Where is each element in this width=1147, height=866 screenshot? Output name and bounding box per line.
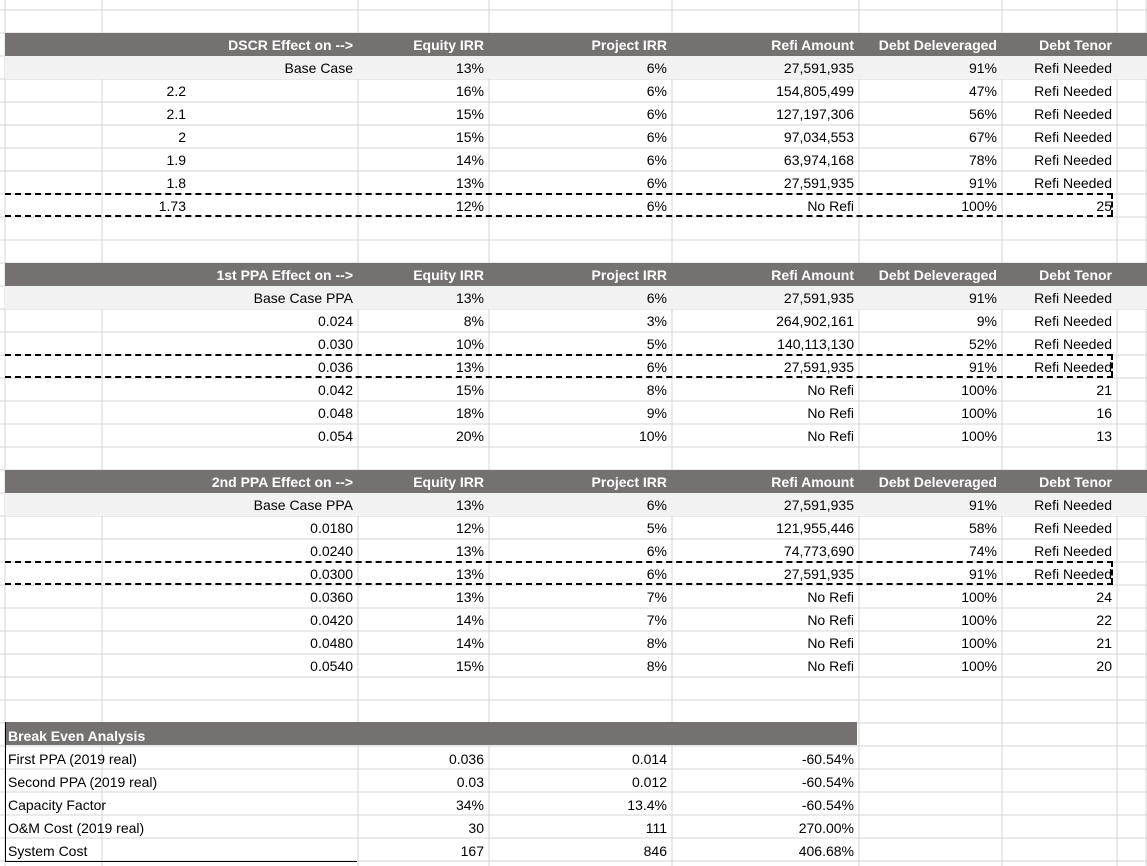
table-cell[interactable]: 14% <box>455 612 484 628</box>
table-cell[interactable]: 0.0300 <box>310 566 353 582</box>
table-row <box>5 332 1147 355</box>
table-cell[interactable]: 13 <box>1096 428 1112 444</box>
table-cell[interactable]: 100% <box>961 612 997 628</box>
table-cell[interactable]: 27,591,935 <box>783 175 854 191</box>
table-cell[interactable]: Refi Needed <box>1034 543 1112 559</box>
table-cell[interactable]: No Refi <box>807 382 854 398</box>
table-cell[interactable]: First PPA (2019 real) <box>8 751 137 767</box>
table-cell[interactable]: 91% <box>968 359 997 375</box>
ppa1-header-project-irr[interactable]: Project IRR <box>591 267 667 283</box>
selection-border-top <box>5 193 1113 195</box>
ppa2-header-debt-deleveraged[interactable]: Debt Deleveraged <box>878 474 997 490</box>
table-cell[interactable]: 100% <box>961 589 997 605</box>
table-cell[interactable]: 97,034,553 <box>783 129 854 145</box>
table-row <box>5 309 1147 332</box>
table-cell[interactable]: 406.68% <box>798 843 854 859</box>
table-cell[interactable]: 74,773,690 <box>783 543 854 559</box>
table-row <box>5 839 1147 862</box>
table-cell[interactable]: 13% <box>455 566 484 582</box>
table-cell[interactable]: 6% <box>646 152 667 168</box>
table-cell[interactable]: 154,805,499 <box>776 83 854 99</box>
table-cell[interactable]: 21 <box>1096 382 1112 398</box>
table-cell[interactable]: 58% <box>968 520 997 536</box>
table-cell[interactable]: Refi Needed <box>1034 129 1112 145</box>
table-cell[interactable]: 6% <box>646 497 667 513</box>
selection-border-top <box>5 561 1113 563</box>
dscr-header-debt-deleveraged[interactable]: Debt Deleveraged <box>878 37 997 53</box>
table-cell[interactable]: 6% <box>646 175 667 191</box>
table-cell[interactable]: 24 <box>1096 589 1112 605</box>
breakeven-title-row <box>5 724 1147 747</box>
table-cell[interactable]: 167 <box>460 843 484 859</box>
ppa2-header-debt-tenor[interactable]: Debt Tenor <box>1039 474 1112 490</box>
table-cell[interactable]: O&M Cost (2019 real) <box>8 820 145 836</box>
table-cell[interactable]: 121,955,446 <box>776 520 854 536</box>
table-cell[interactable]: 91% <box>968 497 997 513</box>
table-cell[interactable]: Refi Needed <box>1034 497 1112 513</box>
table-cell[interactable]: 20% <box>455 428 484 444</box>
table-row <box>5 171 1147 194</box>
table-row <box>5 816 1147 839</box>
table-cell[interactable]: 13% <box>455 589 484 605</box>
breakeven-title[interactable]: Break Even Analysis <box>8 728 146 744</box>
table-cell[interactable]: 5% <box>646 336 667 352</box>
table-cell[interactable]: Refi Needed <box>1034 520 1112 536</box>
table-cell[interactable]: 18% <box>455 405 484 421</box>
dscr-header-refi-amount[interactable]: Refi Amount <box>771 37 854 53</box>
table-cell[interactable]: 74% <box>968 543 997 559</box>
table-cell[interactable]: 846 <box>643 843 667 859</box>
table-row <box>5 493 1147 516</box>
table-cell[interactable]: Second PPA (2019 real) <box>8 774 158 790</box>
table-cell[interactable]: 140,113,130 <box>777 336 854 352</box>
table-cell[interactable]: 6% <box>646 566 667 582</box>
table-cell[interactable]: 8% <box>646 658 667 674</box>
table-row <box>5 770 1147 793</box>
table-row <box>5 378 1147 401</box>
table-cell[interactable]: 13% <box>455 543 484 559</box>
table-row <box>5 355 1147 378</box>
table-cell[interactable]: 78% <box>968 152 997 168</box>
table-row <box>5 654 1147 677</box>
table-cell[interactable]: Refi Needed <box>1034 566 1112 582</box>
table-row <box>5 539 1147 562</box>
dscr-header-project-irr[interactable]: Project IRR <box>591 37 667 53</box>
table-cell[interactable]: No Refi <box>807 405 854 421</box>
table-cell[interactable]: Refi Needed <box>1034 336 1112 352</box>
table-cell[interactable]: 0.0540 <box>310 658 353 674</box>
table-cell[interactable]: 1.9 <box>166 152 186 168</box>
table-cell[interactable]: 13% <box>455 60 484 76</box>
dscr-header-equity-irr[interactable]: Equity IRR <box>413 37 484 53</box>
ppa2-header-label[interactable]: 2nd PPA Effect on --> <box>211 474 353 490</box>
table-cell[interactable]: -60.54% <box>801 774 854 790</box>
table-row <box>5 585 1147 608</box>
table-cell[interactable]: 16% <box>455 83 484 99</box>
table-cell[interactable]: Refi Needed <box>1034 83 1112 99</box>
table-cell[interactable]: 13.4% <box>627 797 667 813</box>
ppa1-header-label[interactable]: 1st PPA Effect on --> <box>216 267 353 283</box>
table-cell[interactable]: 8% <box>646 382 667 398</box>
table-cell[interactable]: 0.0480 <box>310 635 353 651</box>
table-cell[interactable]: 13% <box>455 175 484 191</box>
selection-border-right <box>1111 354 1113 377</box>
table-cell[interactable]: 16 <box>1096 405 1112 421</box>
ppa1-header-debt-deleveraged[interactable]: Debt Deleveraged <box>878 267 997 283</box>
table-row <box>5 286 1147 309</box>
ppa2-header-refi-amount[interactable]: Refi Amount <box>771 474 854 490</box>
table-row <box>5 148 1147 171</box>
table-cell[interactable]: 2.1 <box>166 106 186 122</box>
dscr-header-label[interactable]: DSCR Effect on --> <box>228 37 353 53</box>
table-row <box>5 102 1147 125</box>
ppa1-header-refi-amount[interactable]: Refi Amount <box>771 267 854 283</box>
table-cell[interactable]: 100% <box>961 405 997 421</box>
selection-border-bottom <box>5 376 1113 378</box>
table-cell[interactable]: 6% <box>646 129 667 145</box>
table-cell[interactable]: 8% <box>646 635 667 651</box>
table-row <box>5 747 1147 770</box>
table-cell[interactable]: 15% <box>455 658 484 674</box>
table-cell[interactable]: 7% <box>646 612 667 628</box>
table-cell[interactable]: 14% <box>455 635 484 651</box>
table-row <box>5 401 1147 424</box>
table-cell[interactable]: 2 <box>178 129 186 145</box>
table-cell[interactable]: 6% <box>646 83 667 99</box>
selection-border-right <box>1111 193 1113 216</box>
table-cell[interactable]: Refi Needed <box>1034 152 1112 168</box>
table-cell[interactable]: 100% <box>961 198 997 214</box>
table-cell[interactable]: 63,974,168 <box>783 152 854 168</box>
table-cell[interactable]: 0.048 <box>317 405 353 421</box>
table-cell[interactable]: 100% <box>961 635 997 651</box>
table-cell[interactable]: 0.0360 <box>310 589 353 605</box>
table-row <box>5 562 1147 585</box>
table-cell[interactable]: 100% <box>961 658 997 674</box>
table-cell[interactable]: 0.0420 <box>310 612 353 628</box>
table-cell[interactable]: 7% <box>646 589 667 605</box>
table-cell[interactable]: 14% <box>455 152 484 168</box>
table-cell[interactable]: 6% <box>646 290 667 306</box>
table-cell[interactable]: 91% <box>968 60 997 76</box>
table-cell[interactable]: 0.014 <box>631 751 667 767</box>
table-cell[interactable]: 22 <box>1096 612 1112 628</box>
table-cell[interactable]: 9% <box>976 313 997 329</box>
table-row <box>5 56 1147 79</box>
table-cell[interactable]: 27,591,935 <box>783 290 854 306</box>
dscr-header-debt-tenor[interactable]: Debt Tenor <box>1039 37 1112 53</box>
selection-border-bottom <box>5 583 1113 585</box>
table-cell[interactable]: 20 <box>1096 658 1112 674</box>
table-cell[interactable]: 13% <box>455 497 484 513</box>
table-cell[interactable]: 52% <box>968 336 997 352</box>
table-cell[interactable]: 0.042 <box>317 382 353 398</box>
table-cell[interactable]: 12% <box>455 198 484 214</box>
table-row <box>5 194 1147 217</box>
table-cell[interactable]: 56% <box>968 106 997 122</box>
table-cell[interactable]: 27,591,935 <box>783 359 854 375</box>
breakeven-left-border <box>5 722 6 862</box>
table-cell[interactable]: 0.012 <box>631 774 667 790</box>
table-cell[interactable]: Refi Needed <box>1034 359 1112 375</box>
ppa2-header-equity-irr[interactable]: Equity IRR <box>413 474 484 490</box>
table-cell[interactable]: -60.54% <box>801 751 854 767</box>
ppa2-header-row <box>5 470 1147 493</box>
table-cell[interactable]: 6% <box>646 198 667 214</box>
table-cell[interactable]: 91% <box>968 290 997 306</box>
table-cell[interactable]: 127,197,306 <box>776 106 854 122</box>
ppa2-header-project-irr[interactable]: Project IRR <box>591 474 667 490</box>
table-cell[interactable]: 0.036 <box>448 751 484 767</box>
table-cell[interactable]: 13% <box>455 359 484 375</box>
table-cell[interactable]: -60.54% <box>801 797 854 813</box>
table-cell[interactable]: 0.0240 <box>310 543 353 559</box>
table-cell[interactable]: 100% <box>961 382 997 398</box>
table-cell[interactable]: 13% <box>455 290 484 306</box>
table-cell[interactable]: No Refi <box>807 198 854 214</box>
table-cell[interactable]: Base Case <box>284 60 353 76</box>
table-cell[interactable]: No Refi <box>807 428 854 444</box>
table-cell[interactable]: No Refi <box>807 658 854 674</box>
table-cell[interactable]: Refi Needed <box>1034 290 1112 306</box>
table-cell[interactable]: 3% <box>646 313 667 329</box>
table-cell[interactable]: 25 <box>1096 198 1112 214</box>
table-cell[interactable]: 15% <box>455 382 484 398</box>
table-cell[interactable]: 0.054 <box>317 428 353 444</box>
table-cell[interactable]: 270.00% <box>798 820 854 836</box>
table-cell[interactable]: 47% <box>968 83 997 99</box>
selection-border-top <box>5 354 1113 356</box>
table-cell[interactable]: 6% <box>646 543 667 559</box>
table-cell[interactable]: 15% <box>455 129 484 145</box>
table-cell[interactable]: 12% <box>455 520 484 536</box>
table-cell[interactable]: No Refi <box>807 635 854 651</box>
table-cell[interactable]: Base Case PPA <box>253 497 353 513</box>
table-cell[interactable]: Refi Needed <box>1034 175 1112 191</box>
table-cell[interactable]: Refi Needed <box>1034 60 1112 76</box>
table-cell[interactable]: No Refi <box>807 612 854 628</box>
table-row <box>5 79 1147 102</box>
table-cell[interactable]: No Refi <box>807 589 854 605</box>
table-cell[interactable]: 34% <box>455 797 484 813</box>
table-row <box>5 631 1147 654</box>
table-row <box>5 793 1147 816</box>
table-cell[interactable]: Base Case PPA <box>253 290 353 306</box>
table-row <box>5 424 1147 447</box>
table-cell[interactable]: 6% <box>646 359 667 375</box>
table-cell[interactable]: 15% <box>455 106 484 122</box>
table-row <box>5 516 1147 539</box>
breakeven-bottom-border <box>5 861 357 862</box>
table-cell[interactable]: 1.8 <box>166 175 186 191</box>
dscr-header-row <box>5 33 1147 56</box>
table-cell[interactable]: 0.03 <box>456 774 484 790</box>
table-cell[interactable]: 27,591,935 <box>783 60 854 76</box>
table-cell[interactable]: 5% <box>646 520 667 536</box>
table-cell[interactable]: 2.2 <box>166 83 186 99</box>
table-cell[interactable]: 0.024 <box>317 313 353 329</box>
table-cell[interactable]: 0.030 <box>317 336 353 352</box>
table-cell[interactable]: Refi Needed <box>1034 313 1112 329</box>
ppa1-header-row <box>5 263 1147 286</box>
table-cell[interactable]: 100% <box>961 428 997 444</box>
table-cell[interactable]: 67% <box>968 129 997 145</box>
table-cell[interactable]: 6% <box>646 60 667 76</box>
table-row <box>5 608 1147 631</box>
table-cell[interactable]: Refi Needed <box>1034 106 1112 122</box>
table-cell[interactable]: Capacity Factor <box>8 797 107 813</box>
table-row <box>5 125 1147 148</box>
selection-border-right <box>1111 561 1113 584</box>
table-cell[interactable]: 30 <box>468 820 484 836</box>
table-cell[interactable]: 0.036 <box>317 359 353 375</box>
ppa1-header-equity-irr[interactable]: Equity IRR <box>413 267 484 283</box>
table-cell[interactable]: 8% <box>463 313 484 329</box>
table-cell[interactable]: 111 <box>645 820 667 836</box>
selection-border-bottom <box>5 215 1113 217</box>
table-cell[interactable]: 21 <box>1096 635 1112 651</box>
table-cell[interactable]: 0.0180 <box>310 520 353 536</box>
table-cell[interactable]: 91% <box>968 175 997 191</box>
table-cell[interactable]: 27,591,935 <box>783 566 854 582</box>
table-cell[interactable]: 1.73 <box>158 198 186 214</box>
table-cell[interactable]: 91% <box>968 566 997 582</box>
table-cell[interactable]: 6% <box>646 106 667 122</box>
table-cell[interactable]: 10% <box>455 336 484 352</box>
table-cell[interactable]: 9% <box>646 405 667 421</box>
ppa1-header-debt-tenor[interactable]: Debt Tenor <box>1039 267 1112 283</box>
table-cell[interactable]: 27,591,935 <box>783 497 854 513</box>
table-cell[interactable]: 264,902,161 <box>776 313 854 329</box>
table-cell[interactable]: System Cost <box>8 843 88 859</box>
table-cell[interactable]: 10% <box>638 428 667 444</box>
